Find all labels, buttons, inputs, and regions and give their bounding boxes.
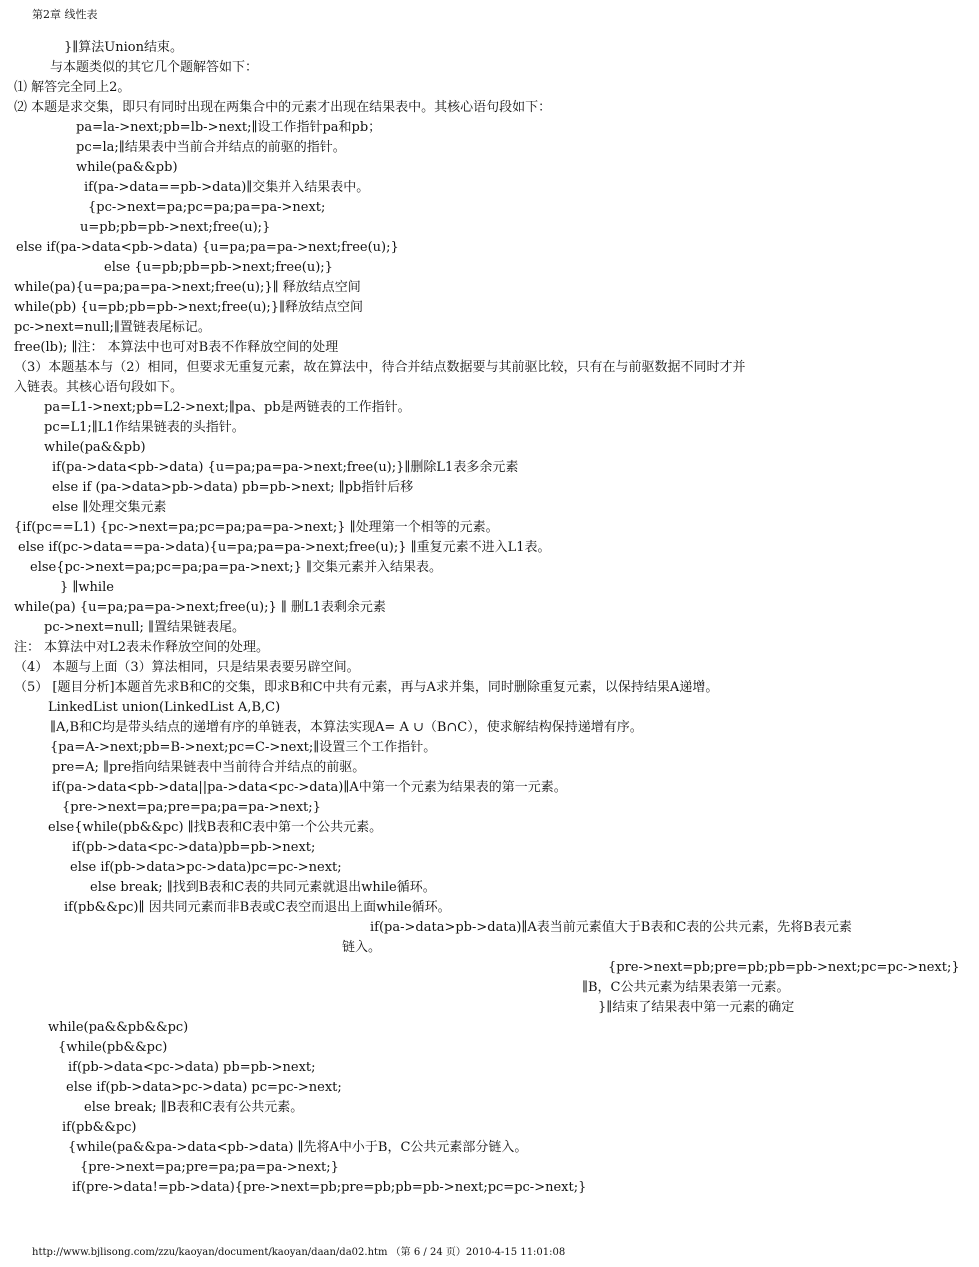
code-line: while(pa) {u=pa;pa=pa->next;free(u);} ∥ 删L1表剩余元素 (14, 600, 386, 615)
code-line: while(pa&&pb&&pc) (48, 1020, 189, 1035)
code-line: else break; ∥B表和C表有公共元素。 (84, 1100, 304, 1115)
code-line: if(pa->data==pb->data)∥交集并入结果表中。 (84, 180, 370, 195)
text-line: （4） 本题与上面（3）算法相同，只是结果表要另辟空间。 (14, 660, 360, 675)
code-line: pre=A; ∥pre指向结果链表中当前待合并结点的前驱。 (52, 760, 366, 775)
code-line: else if(pa->data<pb->data) {u=pa;pa=pa->next;free(u);} (16, 240, 399, 255)
code-line: 链入。 (342, 940, 382, 955)
code-line: while(pa&&pb) (76, 160, 178, 175)
code-line: while(pa){u=pa;pa=pa->next;free(u);}∥ 释放结点空间 (14, 280, 361, 295)
code-line: {pc->next=pa;pc=pa;pa=pa->next; (88, 200, 326, 215)
code-line: ∥A,B和C均是带头结点的递增有序的单链表，本算法实现A= A ∪（B∩C），使求解结构保持递增有序。 (50, 720, 643, 735)
code-line: pc->next=null; ∥置结果链表尾。 (44, 620, 245, 635)
code-line: u=pb;pb=pb->next;free(u);} (80, 220, 271, 235)
code-line: } ∥while (60, 580, 114, 595)
code-line: if(pre->data!=pb->data){pre->next=pb;pre=pb;pb=pb->next;pc=pc->next;} (72, 1180, 587, 1195)
code-line: {while(pa&&pa->data<pb->data) ∥先将A中小于B，C公共元素部分链入。 (68, 1140, 528, 1155)
code-line: else if (pa->data>pb->data) pb=pb->next; ∥pb指针后移 (52, 480, 414, 495)
code-line: pa=L1->next;pb=L2->next;∥pa、pb是两链表的工作指针。 (44, 400, 411, 415)
code-line: {pre->next=pa;pre=pa;pa=pa->next;} (62, 800, 321, 815)
code-line: if(pb&&pc)∥ 因共同元素而非B表或C表空而退出上面while循环。 (64, 900, 451, 915)
code-line: LinkedList union(LinkedList A,B,C) (48, 700, 281, 715)
code-line: if(pb->data<pc->data)pb=pb->next; (72, 840, 316, 855)
code-line: {pre->next=pa;pre=pa;pa=pa->next;} (80, 1160, 339, 1175)
code-line: else{while(pb&&pc) ∥找B表和C表中第一个公共元素。 (48, 820, 383, 835)
code-line: else break; ∥找到B表和C表的共同元素就退出while循环。 (90, 880, 436, 895)
text-line: （3）本题基本与（2）相同，但要求无重复元素，故在算法中，待合并结点数据要与其前驱比较，只有在与前驱数据不同时才并 (14, 360, 746, 375)
text-line: }∥算法Union结束。 (64, 40, 183, 55)
code-line: pc=L1;∥L1作结果链表的头指针。 (44, 420, 245, 435)
text-line: 与本题类似的其它几个题解答如下： (50, 60, 259, 75)
code-line: }∥结束了结果表中第一元素的确定 (598, 1000, 795, 1015)
code-line: {if(pc==L1) {pc->next=pa;pc=pa;pa=pa->next;} ∥处理第一个相等的元素。 (14, 520, 499, 535)
code-line: free(lb); ∥注： 本算法中也可对B表不作释放空间的处理 (14, 340, 339, 355)
code-line: pc=la;∥结果表中当前合并结点的前驱的指针。 (76, 140, 346, 155)
code-line: {while(pb&&pc) (58, 1040, 168, 1055)
text-line: ⑴ 解答完全同上2。 (14, 80, 131, 95)
code-line: pa=la->next;pb=lb->next;∥设工作指针pa和pb； (76, 120, 382, 135)
page-footer: http://www.bjlisong.com/zzu/kaoyan/document/kaoyan/daan/da02.htm （第 6 / 24 页）2010-4-15 11:01:08 (32, 1247, 566, 1258)
text-line: ⑵ 本题是求交集，即只有同时出现在两集合中的元素才出现在结果表中。其核心语句段如下： (14, 100, 552, 115)
code-line: while(pa&&pb) (44, 440, 146, 455)
code-line: else ∥处理交集元素 (52, 500, 167, 515)
text-line: 入链表。其核心语句段如下。 (14, 380, 184, 395)
code-line: if(pa->data>pb->data)∥A表当前元素值大于B表和C表的公共元素，先将B表元素 (370, 920, 852, 935)
code-line: {pa=A->next;pb=B->next;pc=C->next;∥设置三个工作指针。 (50, 740, 437, 755)
code-line: else {u=pb;pb=pb->next;free(u);} (104, 260, 333, 275)
code-line: if(pb->data<pc->data) pb=pb->next; (68, 1060, 316, 1075)
code-line: while(pb) {u=pb;pb=pb->next;free(u);}∥释放结点空间 (14, 300, 364, 315)
code-line: ∥B，C公共元素为结果表第一元素。 (582, 980, 790, 995)
code-line: pc->next=null;∥置链表尾标记。 (14, 320, 211, 335)
text-line: 注： 本算法中对L2表未作释放空间的处理。 (14, 640, 270, 655)
page-header: 第2章 线性表 (32, 8, 98, 21)
code-line: if(pb&&pc) (62, 1120, 137, 1135)
code-line: if(pa->data<pb->data) {u=pa;pa=pa->next;free(u);}∥删除L1表多余元素 (52, 460, 519, 475)
code-line: if(pa->data<pb->data||pa->data<pc->data)∥A中第一个元素为结果表的第一元素。 (52, 780, 567, 795)
code-line: else if(pc->data==pa->data){u=pa;pa=pa->next;free(u);} ∥重复元素不进入L1表。 (18, 540, 551, 555)
text-line: （5） [题目分析]本题首先求B和C的交集，即求B和C中共有元素，再与A求并集，同时删除重复元素，以保持结果A递增。 (14, 680, 719, 695)
code-line: {pre->next=pb;pre=pb;pb=pb->next;pc=pc->next;} (608, 960, 960, 975)
code-line: else if(pb->data>pc->data)pc=pc->next; (70, 860, 342, 875)
code-line: else{pc->next=pa;pc=pa;pa=pa->next;} ∥交集元素并入结果表。 (30, 560, 443, 575)
code-line: else if(pb->data>pc->data) pc=pc->next; (66, 1080, 342, 1095)
